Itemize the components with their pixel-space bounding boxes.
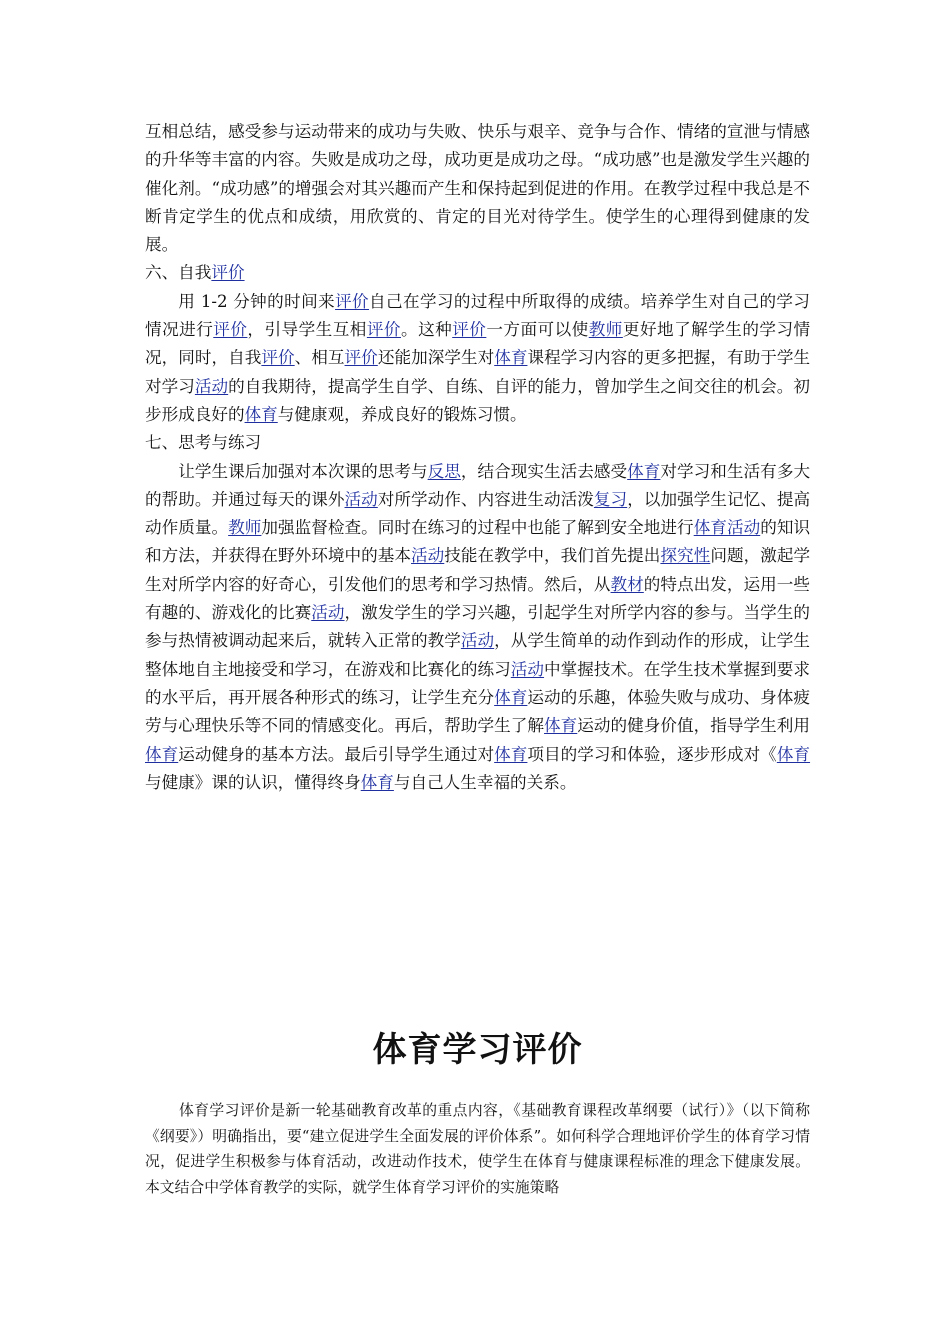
link-evaluation[interactable]: 评价 xyxy=(211,263,245,283)
inline-link[interactable]: 反思 xyxy=(427,461,461,481)
text-run: 。这种 xyxy=(401,320,453,340)
text-run: ，结合现实生活去感受 xyxy=(460,461,628,481)
inline-link[interactable]: 评价 xyxy=(366,320,401,340)
heading-self-evaluation xyxy=(145,259,810,287)
text-run: ，引导学生互相 xyxy=(247,320,367,340)
paragraph-success-feeling: 互相总结，感受参与运动带来的成功与失败、快乐与艰辛、竞争与合作、情绪的宣泄与情感的升华等丰富的内容。失败是成功之母，成功更是成功之母。“成功感”也是激发学生兴趣的催化剂。“成功感”的增强会对其兴趣而产生和保持起到促进的作用。在教学过程中我总是不断肯定学生的优点和成绩，用欣赏的、肯定的目光对待学生。使学生的心理得到健康的发展。 xyxy=(145,122,810,255)
inline-link[interactable]: 体育 xyxy=(494,687,528,707)
inline-link[interactable]: 评价 xyxy=(452,320,487,340)
text-run: 更好地了解学生的学习情况，同时，自我 xyxy=(145,320,811,368)
text-run: 的特点出发，运用一些有趣的、游戏化的比赛 xyxy=(145,574,811,623)
inline-link[interactable]: 评价 xyxy=(344,348,378,368)
inline-link[interactable]: 活动 xyxy=(311,603,345,623)
inline-link[interactable]: 探究性 xyxy=(660,546,711,566)
section-pe-evaluation xyxy=(145,1098,810,1200)
inline-link[interactable]: 活动 xyxy=(411,546,445,566)
text-run: 让学生课后加强对本次课的思考与 xyxy=(178,461,428,481)
text-run: 一方面可以使 xyxy=(486,320,589,340)
inline-link[interactable]: 体育 xyxy=(544,716,578,736)
inline-link[interactable]: 体育 xyxy=(494,744,528,764)
text-run: 对学习和生活有多大的帮助。并通过每天的课外 xyxy=(145,461,811,509)
inline-link[interactable]: 体育活动 xyxy=(693,518,761,538)
text-run: 与自己人生幸福的关系。 xyxy=(393,772,577,792)
paragraph-thinking-practice xyxy=(145,458,810,798)
inline-link[interactable]: 评价 xyxy=(261,348,295,368)
heading-thinking-practice: 七、思考与练习 xyxy=(145,433,262,453)
text-run: 加强监督检查。同时在练习的过程中也能了解到安全地进行 xyxy=(261,518,694,538)
inline-link[interactable]: 活动 xyxy=(460,631,495,651)
inline-link[interactable]: 教师 xyxy=(588,320,623,340)
text-run: 自己在学习的过程中所取得的成绩。培养学生对自己的学习情况进行 xyxy=(145,291,811,340)
paragraph-intro: 体育学习评价是新一轮基础教育改革的重点内容，《基础教育课程改革纲要（试行）》（以下简称《纲要》）明确指出，要“建立促进学生全面发展的评价体系”。如何科学合理地评价学生的体育学习情况，促进学生积极参与体育活动，改进动作技术，使学生在体育与健康课程标准的理念下健康发展。本文结合中学体育教学的实际，就学生体育学习评价的实施策略 xyxy=(145,1102,810,1196)
text-run: 的知识和方法，并获得在野外环境中的基本 xyxy=(145,518,811,566)
text-run: 对所学动作、内容进生动活泼 xyxy=(377,489,594,509)
text-run: 运动的乐趣，体验失败与成功、身体疲劳与心理快乐等不同的情感变化。再后，帮助学生了解 xyxy=(145,687,811,736)
text-run: 运动的健身价值，指导学生利用 xyxy=(577,716,811,736)
text-run: ，以加强学生记忆、提高动作质量。 xyxy=(145,489,811,538)
text-run: 、相互 xyxy=(294,348,345,368)
text-run: 运动健身的基本方法。最后引导学生通过对 xyxy=(178,744,495,764)
text-run: 的自我期待，提高学生自学、自练、自评的能力，曾加学生之间交往的机会。初步形成良好的 xyxy=(145,376,811,424)
text-run: 课程学习内容的更多把握，有助于学生对学习 xyxy=(145,348,811,396)
text-run: ，激发学生的学习兴趣，引起学生对所学内容的参与。当学生的参与热情被调动起来后，就转入正常的教学 xyxy=(145,603,811,651)
inline-link[interactable]: 活动 xyxy=(510,659,545,679)
inline-link[interactable]: 评价 xyxy=(335,291,370,311)
text-run: 还能加深学生对 xyxy=(377,348,495,368)
heading-number: 六、自我 xyxy=(145,263,212,283)
inline-link[interactable]: 体育 xyxy=(244,404,278,424)
inline-link[interactable]: 体育 xyxy=(627,461,661,481)
inline-link[interactable]: 复习 xyxy=(593,489,628,509)
inline-link[interactable]: 体育 xyxy=(360,772,394,792)
text-run: ，从学生简单的动作到动作的形成，让学生整体地自主地接受和学习，在游戏和比赛化的练习 xyxy=(145,631,811,679)
text-run: 用 1-2 分钟的时间来 xyxy=(178,291,336,311)
inline-link[interactable]: 评价 xyxy=(213,320,248,340)
text-run: 中掌握技术。在学生技术掌握到要求的水平后，再开展各种形式的练习，让学生充分 xyxy=(145,659,811,707)
text-run: 项目的学习和体验，逐步形成对《 xyxy=(527,744,777,764)
page-title: 体育学习评价 xyxy=(372,1030,583,1070)
section-continuation xyxy=(145,118,810,797)
inline-link[interactable]: 教材 xyxy=(610,574,644,594)
inline-link[interactable]: 体育 xyxy=(494,348,528,368)
inline-link[interactable]: 教师 xyxy=(228,518,262,538)
inline-link[interactable]: 体育 xyxy=(145,744,179,764)
inline-link[interactable]: 体育 xyxy=(776,744,811,764)
text-run: 技能在教学中，我们首先提出 xyxy=(444,546,661,566)
inline-link[interactable]: 活动 xyxy=(194,376,229,396)
text-run: 与健康观，养成良好的锻炼习惯。 xyxy=(277,404,527,424)
text-run: 问题，激起学生对所学内容的好奇心，引发他们的思考和学习热情。然后，从 xyxy=(145,546,811,594)
inline-link[interactable]: 活动 xyxy=(344,489,378,509)
text-run: 与健康》课的认识，懂得终身 xyxy=(145,772,361,792)
paragraph-self-evaluation xyxy=(145,288,810,429)
